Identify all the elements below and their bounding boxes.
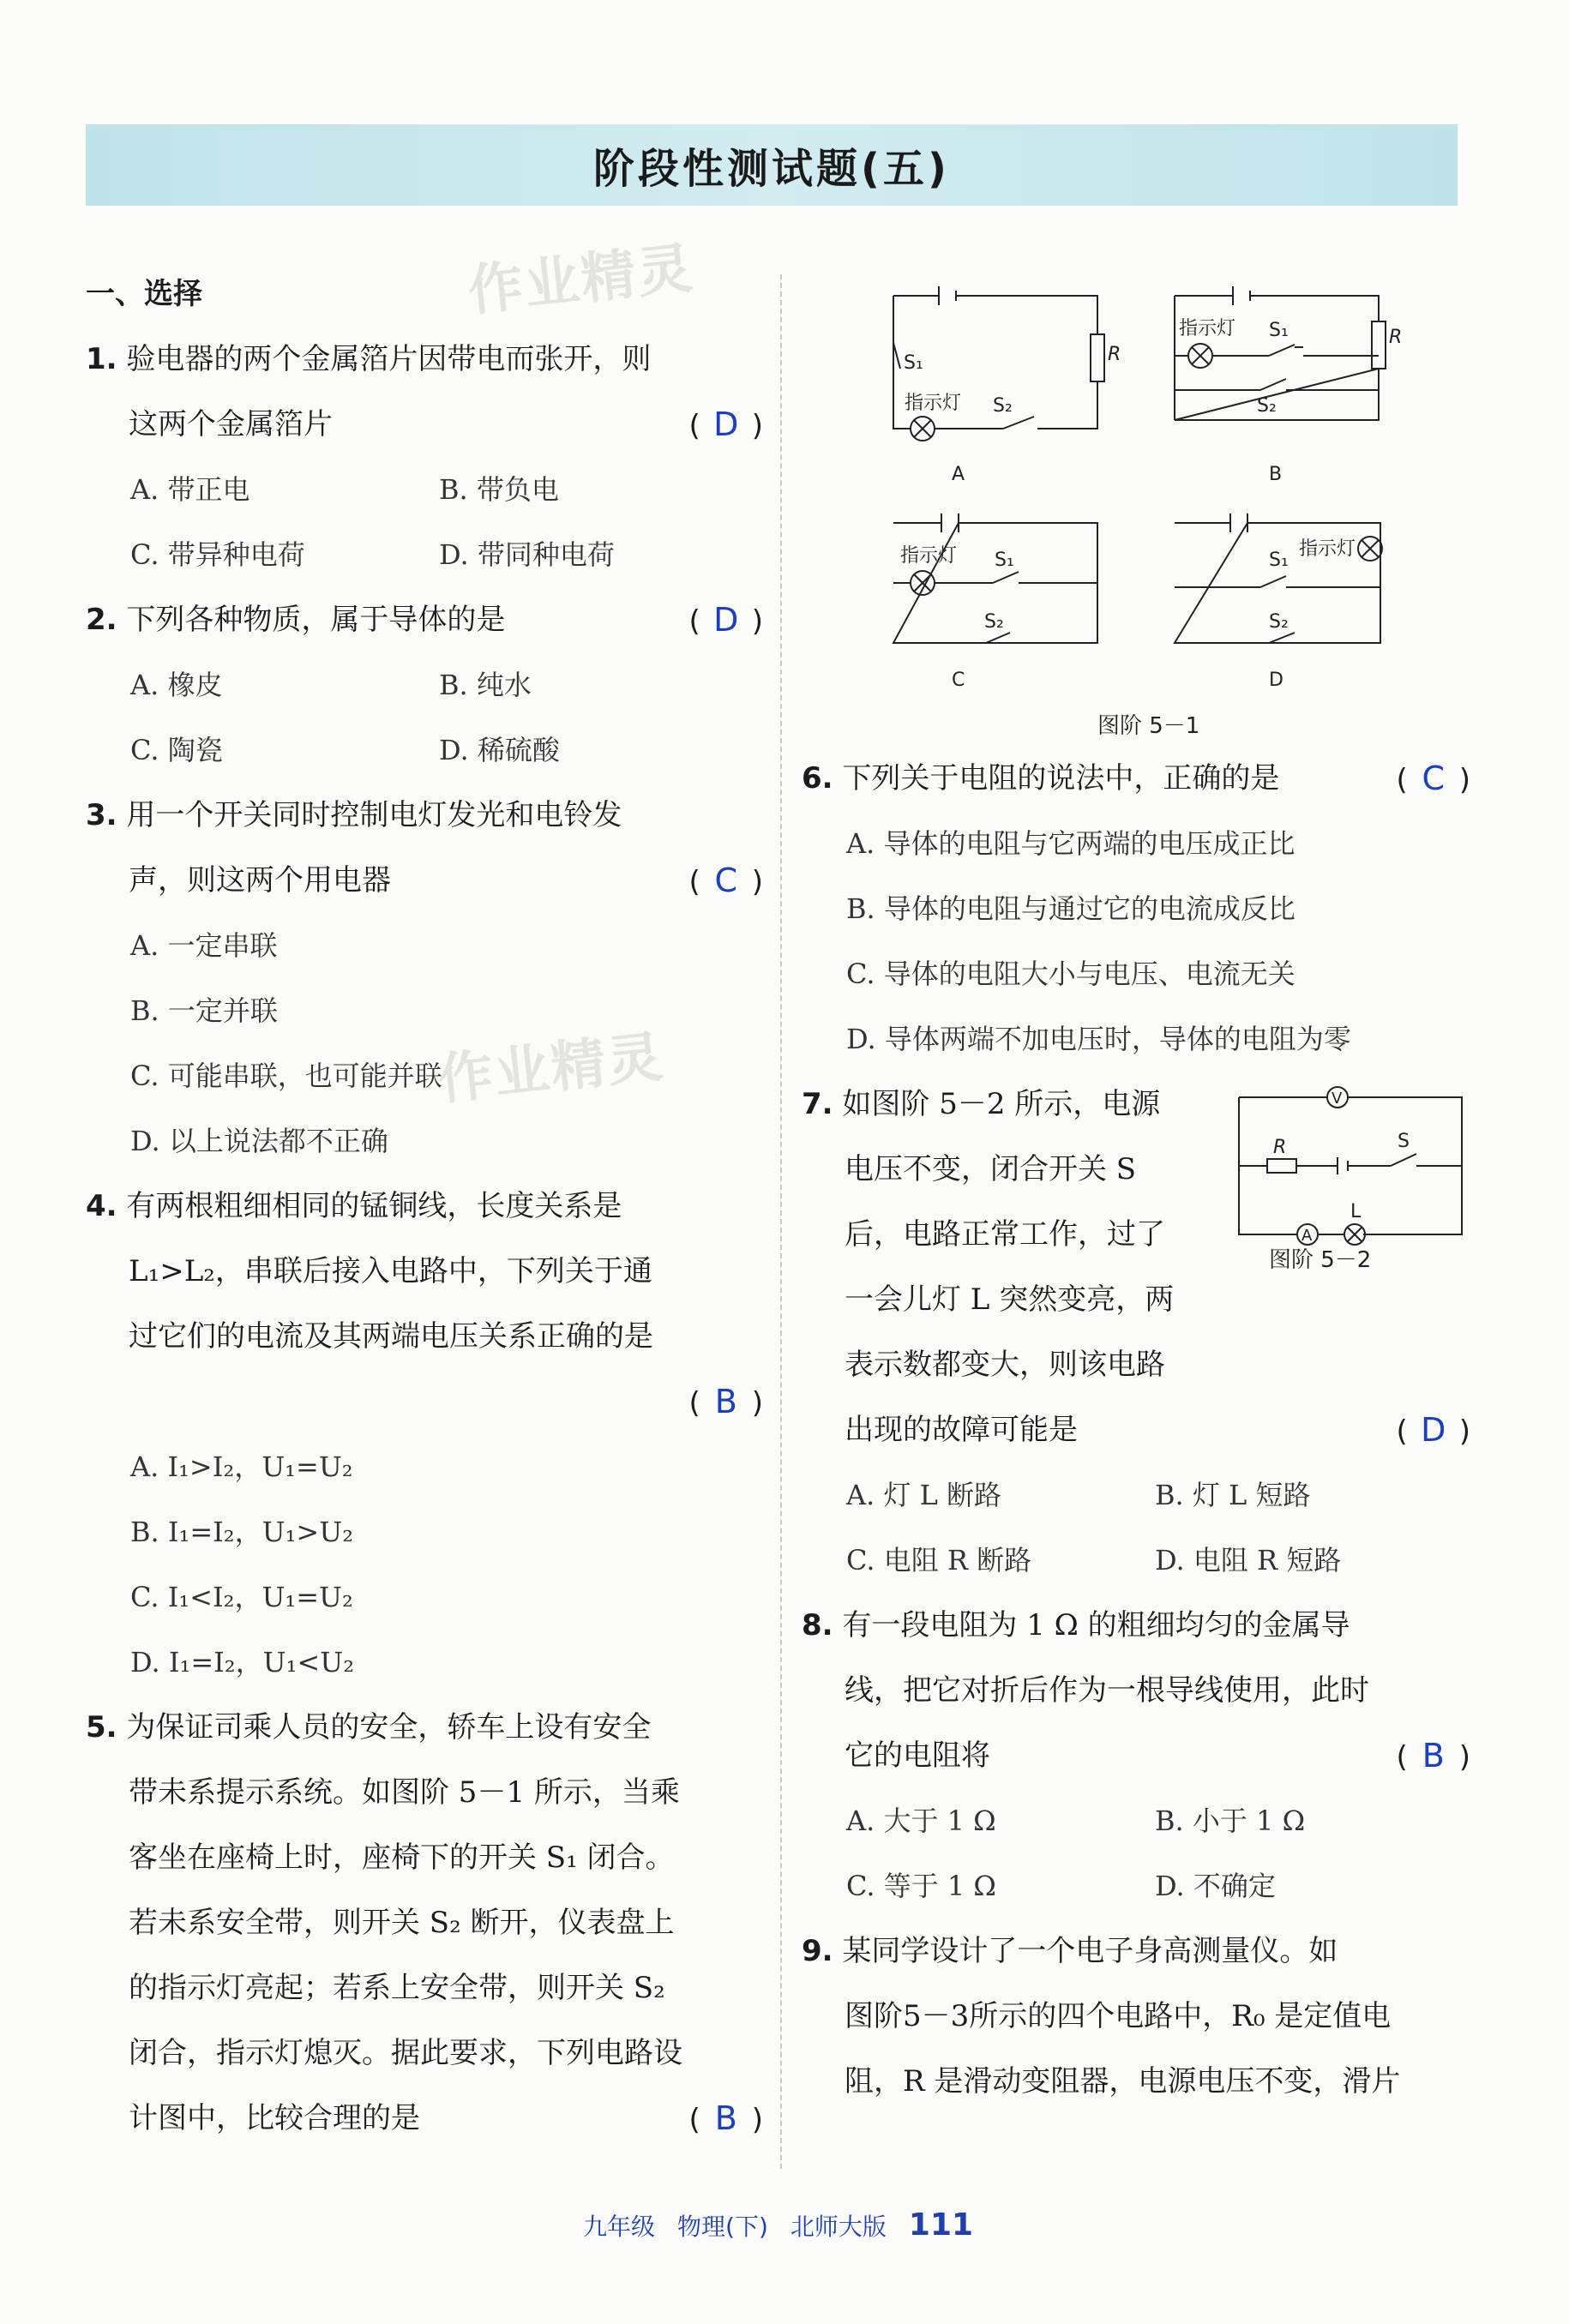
figure-caption: 图阶 5－1 — [1097, 713, 1200, 737]
footer-grade: 九年级 — [583, 2213, 656, 2241]
answer-letter: D — [713, 601, 739, 639]
question-9 — [802, 1919, 1470, 2114]
option: A. 橡皮 — [130, 669, 223, 701]
question-4 — [86, 1174, 763, 1695]
svg-text:R: R — [1273, 1137, 1287, 1158]
answer-letter: D — [713, 405, 739, 443]
option: D. 带同种电荷 — [439, 538, 615, 571]
answer-bracket: ( C ) — [1396, 746, 1470, 813]
question-text: 客坐在座椅上时，座椅下的开关 S₁ 闭合。 — [129, 1841, 675, 1875]
question-text: 某同学设计了一个电子身高测量仪。如 — [842, 1934, 1338, 1968]
column-divider — [780, 274, 782, 2169]
option-label: D — [1269, 670, 1283, 691]
option: B. 纯水 — [439, 669, 532, 701]
option-label: C — [952, 670, 965, 691]
question-number: 8. — [802, 1608, 833, 1642]
section-heading: 一、选择 — [86, 277, 202, 311]
option: B. 带负电 — [439, 473, 559, 506]
question-text: 有一段电阻为 1 Ω 的粗细均匀的金属导 — [842, 1608, 1350, 1642]
svg-text:R: R — [1108, 344, 1121, 365]
option: C. 导体的电阻大小与电压、电流无关 — [846, 958, 1295, 990]
question-text: 有两根粗细相同的锰铜线，长度关系是 — [126, 1189, 622, 1223]
svg-text:S₁: S₁ — [1269, 549, 1289, 571]
option: C. 等于 1 Ω — [846, 1870, 996, 1902]
question-text: 电压不变，闭合开关 S — [845, 1152, 1137, 1186]
svg-text:S₁: S₁ — [1269, 320, 1289, 341]
question-text: 出现的故障可能是 — [845, 1413, 1078, 1447]
question-text: 如图阶 5－2 所示，电源 — [842, 1087, 1161, 1121]
figure-caption: 图阶 5－2 — [1269, 1247, 1372, 1269]
answer-letter: B — [1422, 1737, 1445, 1775]
question-text: 下列各种物质，属于导体的是 — [126, 603, 506, 637]
answer-bracket: ( B ) — [1396, 1723, 1470, 1790]
question-text: 带未系提示系统。如图阶 5－1 所示，当乘 — [129, 1775, 680, 1810]
question-3 — [86, 783, 763, 1174]
question-number: 3. — [86, 798, 117, 832]
circuit-c — [893, 513, 1097, 691]
svg-text:S₂: S₂ — [1269, 611, 1289, 633]
answer-letter: C — [714, 862, 737, 899]
answer-letter: D — [1421, 1411, 1446, 1449]
svg-text:S₂: S₂ — [1257, 395, 1277, 417]
option: C. I₁<I₂，U₁=U₂ — [130, 1581, 353, 1613]
answer-letter: C — [1422, 760, 1445, 797]
circuit-d — [1175, 513, 1382, 691]
option: B. 导体的电阻与通过它的电流成反比 — [846, 892, 1295, 925]
page-title: 阶段性测试题(五) — [593, 145, 950, 193]
question-2 — [86, 587, 763, 783]
question-number: 5. — [86, 1710, 117, 1745]
question-text: 过它们的电流及其两端电压关系正确的是 — [129, 1319, 653, 1354]
svg-text:L: L — [1350, 1201, 1362, 1222]
option: B. I₁=I₂，U₁>U₂ — [130, 1516, 354, 1548]
option: D. 电阻 R 短路 — [1155, 1544, 1342, 1576]
question-text: 闭合，指示灯熄灭。据此要求，下列电路设 — [129, 2036, 682, 2070]
answer-bracket: ( B ) — [688, 2086, 763, 2153]
page-footer — [583, 2207, 973, 2243]
answer-bracket: ( D ) — [688, 392, 763, 459]
option: D. 稀硫酸 — [439, 734, 560, 766]
question-number: 1. — [86, 342, 117, 376]
option: A. 一定串联 — [130, 929, 278, 962]
question-text: 的指示灯亮起；若系上安全带，则开关 S₂ — [129, 1971, 665, 2005]
page-number: 111 — [908, 2207, 974, 2243]
question-text: 若未系安全带，则开关 S₂ 断开，仪表盘上 — [129, 1906, 675, 1940]
question-text: 用一个开关同时控制电灯发光和电铃发 — [126, 798, 622, 832]
svg-text:指示灯: 指示灯 — [900, 545, 958, 567]
question-text: 为保证司乘人员的安全，轿车上设有安全 — [126, 1710, 652, 1745]
svg-text:S: S — [1398, 1131, 1410, 1152]
question-number: 6. — [802, 761, 833, 796]
option: A. 带正电 — [130, 473, 250, 506]
svg-text:指示灯: 指示灯 — [1179, 318, 1236, 339]
question-text: 计图中，比较合理的是 — [129, 2101, 420, 2135]
watermark: 作业精灵 — [435, 1025, 667, 1113]
question-text: 下列关于电阻的说法中，正确的是 — [842, 761, 1280, 796]
question-number: 9. — [802, 1934, 833, 1968]
option: D. 导体两端不加电压时，导体的电阻为零 — [846, 1023, 1351, 1055]
answer-bracket: ( C ) — [688, 848, 763, 915]
option: D. 以上说法都不正确 — [130, 1125, 388, 1157]
option: A. I₁>I₂，U₁=U₂ — [130, 1450, 353, 1483]
question-6 — [802, 746, 1470, 1072]
title-banner — [86, 124, 1458, 206]
label-s1: S₁ — [904, 352, 923, 374]
option: B. 小于 1 Ω — [1155, 1805, 1306, 1837]
answer-bracket: ( B ) — [688, 1369, 763, 1436]
answer-letter: B — [714, 1383, 737, 1420]
option: A. 导体的电阻与它两端的电压成正比 — [846, 827, 1295, 860]
option: C. 可能串联，也可能并联 — [130, 1060, 442, 1092]
question-text: L₁>L₂，串联后接入电路中，下列关于通 — [129, 1254, 652, 1288]
voltmeter-label: V — [1332, 1090, 1343, 1108]
svg-text:S₂: S₂ — [984, 611, 1004, 633]
circuit-b — [1175, 286, 1402, 485]
ammeter-label: A — [1301, 1227, 1313, 1245]
answer-bracket: ( D ) — [1396, 1397, 1470, 1464]
question-text: 声，则这两个用电器 — [129, 863, 391, 898]
question-text: 它的电阻将 — [845, 1738, 990, 1773]
option: A. 灯 L 断路 — [846, 1479, 1002, 1511]
svg-text:S₂: S₂ — [993, 395, 1013, 417]
question-text: 线，把它对折后作为一根导线使用，此时 — [845, 1673, 1369, 1708]
label-lamp: 指示灯 — [905, 393, 962, 414]
question-8 — [802, 1593, 1470, 1919]
question-text: 表示数都变大，则该电路 — [845, 1348, 1165, 1382]
answer-bracket: ( D ) — [688, 587, 763, 654]
question-text: 验电器的两个金属箔片因带电而张开，则 — [126, 342, 652, 376]
watermark: 作业精灵 — [465, 237, 697, 324]
question-text: 阻，R 是滑动变阻器，电源电压不变，滑片 — [845, 2064, 1401, 2099]
option: A. 大于 1 Ω — [846, 1805, 996, 1837]
circuit-a — [893, 286, 1121, 485]
option: D. I₁=I₂，U₁<U₂ — [130, 1646, 355, 1678]
option: B. 一定并联 — [130, 994, 278, 1027]
option-label: A — [952, 464, 965, 485]
option: D. 不确定 — [1155, 1870, 1276, 1902]
circuit-figure-5-2 — [1235, 1072, 1466, 1269]
footer-edition: 北师大版 — [790, 2213, 887, 2241]
right-column — [802, 746, 1470, 2114]
question-1 — [86, 327, 763, 587]
question-text: 一会儿灯 L 突然变亮，两 — [845, 1282, 1175, 1317]
question-text: 后，电路正常工作，过了 — [845, 1217, 1165, 1252]
footer-subject: 物理(下) — [677, 2213, 768, 2241]
option-label: B — [1269, 464, 1283, 485]
question-5 — [86, 1695, 763, 2151]
option: C. 电阻 R 断路 — [846, 1544, 1032, 1576]
option: C. 带异种电荷 — [130, 538, 305, 571]
question-number: 7. — [802, 1087, 833, 1121]
circuit-figure-5-1 — [866, 274, 1483, 737]
question-text: 图阶5－3所示的四个电路中，R₀ 是定值电 — [845, 1999, 1392, 2033]
answer-letter: B — [714, 2099, 737, 2137]
left-column — [86, 261, 763, 2151]
question-number: 2. — [86, 603, 117, 637]
svg-text:S₁: S₁ — [995, 549, 1014, 571]
option: C. 陶瓷 — [130, 734, 223, 766]
question-number: 4. — [86, 1189, 117, 1223]
option: B. 灯 L 短路 — [1155, 1479, 1311, 1511]
question-7 — [802, 1072, 1470, 1593]
svg-text:R: R — [1389, 327, 1403, 348]
svg-text:指示灯: 指示灯 — [1299, 538, 1356, 560]
question-text: 这两个金属箔片 — [129, 407, 333, 441]
